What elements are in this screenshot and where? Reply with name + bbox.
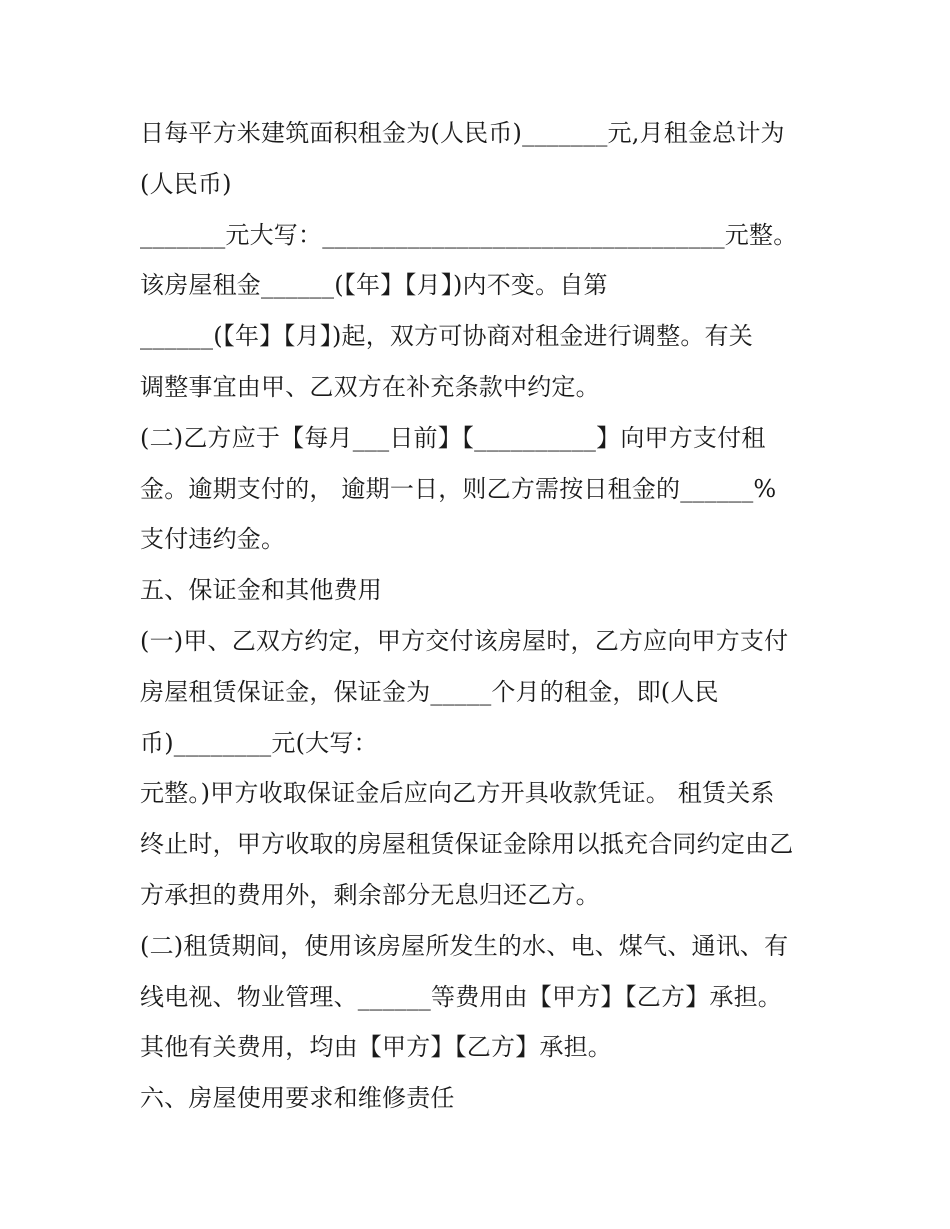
text-line-deposit-amount: 币)________元(大写：: [140, 728, 378, 757]
text-line-rent-per-sqm: 日每平方米建筑面积租金为(人民币)_______元,月租金总计为: [140, 119, 785, 147]
text-line-amount-capitalized: _______元大写：_________________________________元整。: [140, 220, 798, 249]
text-line-supplementary-terms: 调整事宜由甲、乙双方在补充条款中约定。: [140, 372, 600, 401]
text-line-utilities: (二)租赁期间，使用该房屋所发生的水、电、煤气、通讯、有: [140, 931, 789, 960]
text-line-utility-fees: 线电视、物业管理、______等费用由【甲方】【乙方】承担。: [140, 982, 782, 1011]
text-line-currency: (人民币): [140, 169, 232, 198]
text-line-deposit-months: 房屋租赁保证金，保证金为_____个月的租金，即(人民: [140, 677, 719, 706]
text-line-deposit-return: 方承担的费用外，剩余部分无息归还乙方。: [140, 880, 600, 909]
text-line-deposit-receipt: 元整。)甲方收取保证金后应向乙方开具收款凭证。 租赁关系: [140, 779, 775, 808]
text-line-rent-adjustment: ______(【年】【月】)起，双方可协商对租金进行调整。有关: [140, 322, 753, 351]
text-line-deposit-termination: 终止时，甲方收取的房屋租赁保证金除用以抵充合同约定由乙: [140, 830, 794, 859]
section-heading-usage-maintenance: 六、房屋使用要求和维修责任: [140, 1084, 455, 1113]
text-line-other-fees: 其他有关费用，均由【甲方】【乙方】承担。: [140, 1033, 612, 1062]
text-line-rent-unchanged: 该房屋租金______(【年】【月】)内不变。自第: [140, 271, 608, 300]
text-line-payment-due: (二)乙方应于【每月___日前】【__________】向甲方支付租: [140, 423, 766, 452]
section-heading-deposit: 五、保证金和其他费用: [140, 576, 382, 605]
text-line-penalty: 支付违约金。: [140, 525, 286, 554]
text-line-late-payment: 金。逾期支付的， 逾期一日，则乙方需按日租金的______%: [140, 474, 777, 503]
contract-text-block: [140, 108, 840, 1124]
text-line-deposit-agreement: (一)甲、乙双方约定，甲方交付该房屋时，乙方应向甲方支付: [140, 626, 789, 655]
